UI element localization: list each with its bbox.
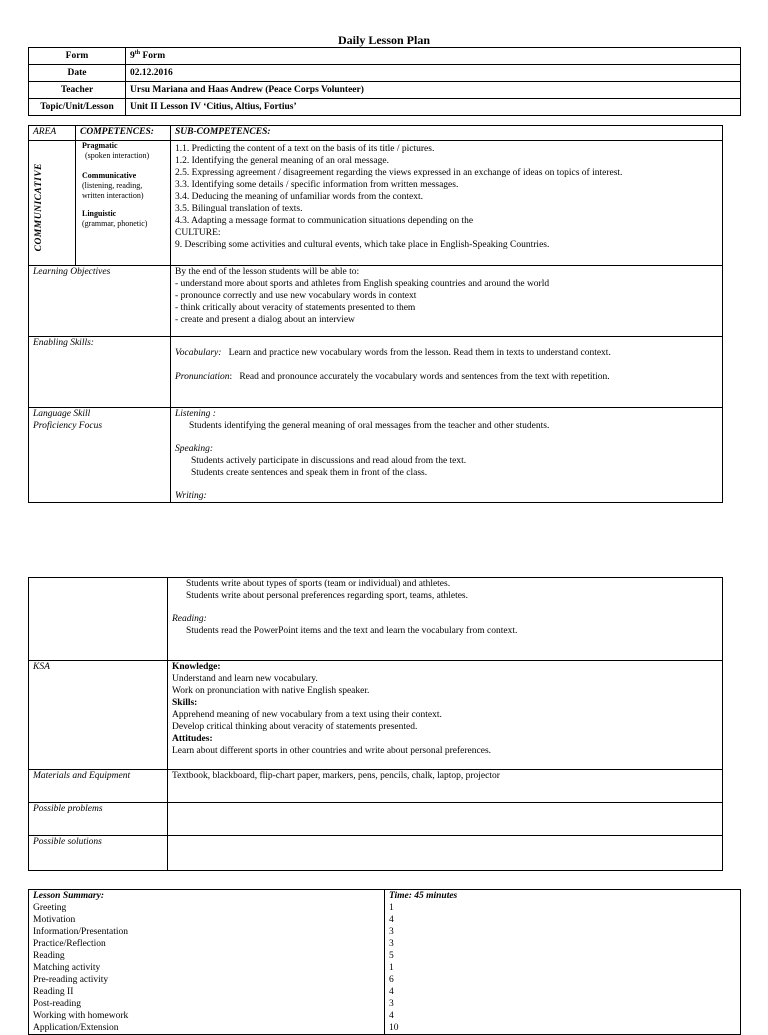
activity-item: Information/Presentation: [33, 927, 128, 937]
writing-text: Students write about personal preferences regarding sport, teams, athletes.: [186, 591, 469, 601]
continued-table: [28, 577, 723, 871]
activity-item: Post-reading: [33, 999, 82, 1009]
competences-row: [29, 141, 723, 266]
objectives-row: [29, 266, 723, 337]
form-label: Form: [29, 48, 126, 65]
competence-type: Communicative (listening, reading, written interaction): [82, 171, 144, 200]
time-item: 1: [389, 963, 394, 973]
ksa-row: [29, 661, 723, 770]
teacher-row: [29, 82, 741, 99]
time-item: 3: [389, 939, 394, 949]
activity-item: Motivation: [33, 915, 76, 925]
objective-item: - pronounce correctly and use new vocabulary words in context: [175, 291, 417, 301]
competence-type: Linguistic (grammar, phonetic): [82, 209, 148, 228]
knowledge-label: Knowledge:: [172, 662, 221, 672]
solutions-label: Possible solutions: [29, 836, 168, 871]
teacher-label: Teacher: [29, 82, 126, 99]
reading-text: Students read the PowerPoint items and the text and learn the vocabulary from context.: [186, 626, 518, 636]
objective-item: - understand more about sports and athletes from English speaking countries and around the world: [175, 279, 550, 289]
problems-value: [168, 803, 723, 836]
materials-value: Textbook, blackboard, flip-chart paper, markers, pens, pencils, chalk, laptop, projector: [168, 770, 723, 803]
competences-head: COMPETENCES:: [76, 126, 171, 141]
document-title: Daily Lesson Plan: [337, 33, 430, 47]
date-value: 02.12.2016: [126, 65, 741, 82]
form-row: [29, 48, 741, 65]
sub-competence-item: 3.3. Identifying some details / specific information from written messages.: [175, 180, 459, 190]
area-cell: [29, 141, 76, 266]
objective-item: - think critically about veracity of statements presented to them: [175, 303, 416, 313]
activity-item: Practice/Reflection: [33, 939, 106, 949]
summary-activities: [29, 890, 385, 1035]
time-item: 3: [389, 999, 394, 1009]
sub-competences-list: [171, 141, 723, 266]
topic-value: Unit II Lesson IV ‘Citius, Altius, Fortius’: [126, 99, 741, 116]
skills-label: Language Skill Proficiency Focus: [29, 408, 171, 503]
objectives-label: Learning Objectives: [29, 266, 171, 337]
skills-continued-cell: [168, 578, 723, 661]
sub-competences-head: SUB-COMPETENCES:: [171, 126, 723, 141]
enabling-cell: [171, 337, 723, 408]
lesson-summary-table: [28, 889, 741, 1035]
topic-label: Topic/Unit/Lesson: [29, 99, 126, 116]
writing-label: Writing:: [175, 491, 207, 501]
solutions-row: [29, 836, 723, 871]
sub-competence-item: 3.4. Deducing the meaning of unfamiliar words from the context.: [175, 192, 423, 202]
time-item: 4: [389, 1011, 394, 1021]
sub-competence-item: CULTURE:: [175, 228, 221, 238]
summary-head: Lesson Summary:: [33, 891, 104, 901]
competences-head-row: [29, 126, 723, 141]
sub-competence-item: 4.3. Adapting a message format to communication situations depending on the: [175, 216, 474, 226]
form-value: 9th Form: [126, 48, 741, 65]
problems-row: [29, 803, 723, 836]
area-head: AREA: [29, 126, 76, 141]
pronunciation-line: Pronunciation: Read and pronounce accurately the vocabulary words and sentences from the text with repetition.: [175, 372, 610, 382]
topic-row: [29, 99, 741, 116]
problems-label: Possible problems: [29, 803, 168, 836]
time-item: 5: [389, 951, 394, 961]
time-item: 6: [389, 975, 394, 985]
sub-competence-item: 3.5. Bilingual translation of texts.: [175, 204, 303, 214]
time-head: Time: 45 minutes: [389, 891, 458, 901]
competence-type: Pragmatic (spoken interaction): [82, 141, 150, 160]
activity-item: Pre-reading activity: [33, 975, 109, 985]
competence-types: [76, 141, 171, 266]
teacher-value: Ursu Mariana and Haas Andrew (Peace Corps Volunteer): [126, 82, 741, 99]
sub-competence-item: 1.2. Identifying the general meaning of an oral message.: [175, 156, 389, 166]
summary-times: [385, 890, 741, 1035]
ksa-cell: Knowledge: Understand and learn new vocabulary. Work on pronunciation with native English speaker. Skills: Apprehend meaning of new vocabulary from a text using their context. Develop critical thinking about veracity of statements presented. Attitudes: Learn about different sports in other countries and write about personal preferences.: [168, 661, 723, 770]
time-item: 10: [389, 1023, 399, 1033]
activity-item: Matching activity: [33, 963, 101, 973]
header-table: [28, 47, 741, 116]
solutions-value: [168, 836, 723, 871]
speaking-label: Speaking:: [175, 444, 213, 454]
objectives-intro: By the end of the lesson students will be able to:: [175, 267, 360, 277]
activity-item: Working with homework: [33, 1011, 129, 1021]
listening-text: Students identifying the general meaning of oral messages from the teacher and other students.: [189, 421, 550, 431]
objectives-cell: [171, 266, 723, 337]
speaking-text: Students actively participate in discussions and read aloud from the text.: [191, 456, 467, 466]
enabling-label: Enabling Skills:: [29, 337, 171, 408]
writing-text: Students write about types of sports (team or individual) and athletes.: [186, 579, 451, 589]
competences-table: [28, 125, 723, 503]
activity-item: Reading II: [33, 987, 74, 997]
skills-label: Skills:: [172, 698, 198, 708]
date-label: Date: [29, 65, 126, 82]
summary-row: [29, 890, 741, 1035]
listening-label: Listening :: [175, 409, 216, 419]
activity-item: Application/Extension: [33, 1023, 119, 1033]
vocabulary-line: Vocabulary: Learn and practice new vocabulary words from the lesson. Read them in texts to understand context.: [175, 348, 611, 358]
materials-row: [29, 770, 723, 803]
time-item: 4: [389, 915, 394, 925]
time-item: 4: [389, 987, 394, 997]
speaking-text: Students create sentences and speak them in front of the class.: [191, 468, 428, 478]
sub-competence-item: 9. Describing some activities and cultural events, which take place in English-Speaking Countries.: [175, 240, 550, 250]
ksa-label: KSA: [29, 661, 168, 770]
attitudes-label: Attitudes:: [172, 734, 213, 744]
skills-row: [29, 408, 723, 503]
date-row: [29, 65, 741, 82]
activity-item: Greeting: [33, 903, 67, 913]
enabling-row: [29, 337, 723, 408]
materials-label: Materials and Equipment: [29, 770, 168, 803]
skills-continued-row: [29, 578, 723, 661]
sub-competence-item: 1.1. Predicting the content of a text on the basis of its title / pictures.: [175, 144, 435, 154]
activity-item: Reading: [33, 951, 65, 961]
area-vertical-label: COMMUNICATIVE: [34, 163, 44, 252]
skills-cell: [171, 408, 723, 503]
skills-continued-label: [29, 578, 168, 661]
sub-competence-item: 2.5. Expressing agreement / disagreement regarding the views expressed in an exchange of ideas on topics of interest.: [175, 168, 623, 178]
time-item: 3: [389, 927, 394, 937]
time-item: 1: [389, 903, 394, 913]
objective-item: - create and present a dialog about an interview: [175, 315, 355, 325]
reading-label: Reading:: [172, 614, 207, 624]
